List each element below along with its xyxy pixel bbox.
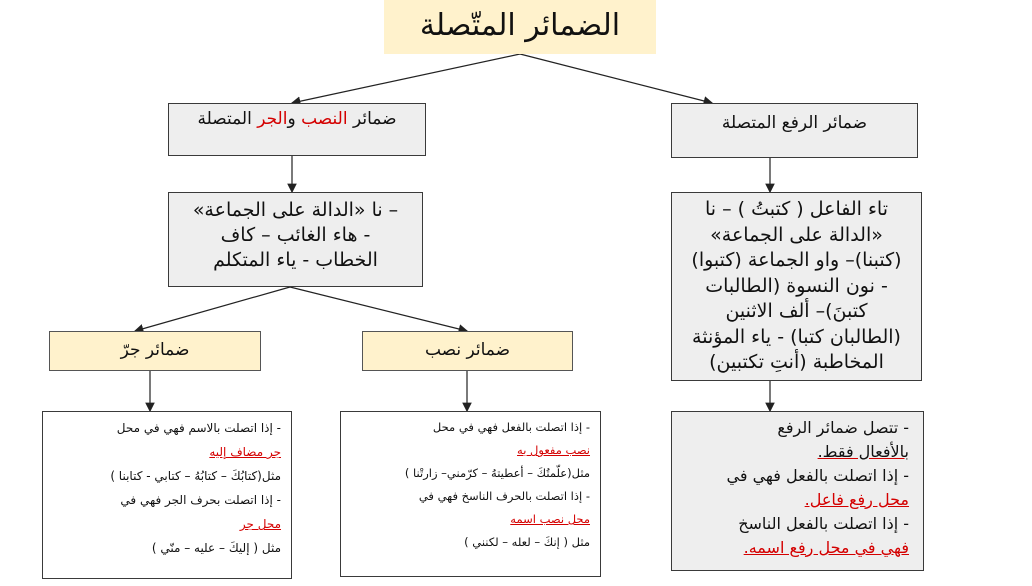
raf-detail-6: فهي في محل رفع اسمه. <box>743 538 909 557</box>
title-box <box>384 0 656 54</box>
nasb-jar-red-2: الجر <box>257 109 288 129</box>
raf-line-4: - نون النسوة (الطالبات <box>705 274 888 297</box>
nasb-detail-3: مثل(علّمتُكَ – أعطيتهُ – كرّمني– زارتْنا ) <box>404 466 590 480</box>
nasb-label: ضمائر نصب <box>424 340 511 360</box>
raf-detail-4: محل رفع فاعل. <box>804 490 909 509</box>
raf-line-3: (كتبنا)– واو الجماعة (كتبوا) <box>691 249 902 271</box>
nasb-detail-box <box>340 411 601 577</box>
nasb-jar-text-1: ضمائر <box>347 109 397 129</box>
nasb-jar-line-3: الخطاب - ياء المتكلم <box>213 249 378 271</box>
nasb-detail-5: محل نصب اسمه <box>510 512 590 526</box>
raf-detail-2: بالأفعال فقط. <box>817 442 909 461</box>
page-title: الضمائر المتّصلة <box>419 8 621 43</box>
nasb-jar-text-3: المتصلة <box>197 109 258 129</box>
arrow-list-to-nasb <box>290 287 467 331</box>
raf-line-6: (الطالبان كتبا) - ياء المؤنثة <box>692 325 901 348</box>
raf-detail-3: - إذا اتصلت بالفعل فهي في <box>726 466 909 485</box>
raf-detail-1: - تتصل ضمائر الرفع <box>777 418 909 437</box>
jar-detail-2: جر مضاف إليه <box>209 445 281 459</box>
raf-box <box>671 103 918 158</box>
jar-detail-3: مثل(كتابُكَ – كتابُهُ – كتابي - كتابنا ) <box>110 469 281 483</box>
jar-detail-box <box>42 411 292 579</box>
nasb-box <box>362 331 573 371</box>
raf-line-5: كتبنَ)– ألف الاثنين <box>725 300 868 322</box>
jar-detail-4: - إذا اتصلت بحرف الجر فهي في <box>120 493 281 507</box>
nasb-jar-text-2: و <box>287 109 302 129</box>
raf-line-7: المخاطبة (أنتِ تكتبين) <box>709 351 884 373</box>
raf-line-2: «الدالة على الجماعة» <box>710 223 883 246</box>
raf-list-box <box>671 192 922 381</box>
jar-detail-1: - إذا اتصلت بالاسم فهي في محل <box>116 421 281 435</box>
jar-detail-5: محل جر <box>239 517 281 531</box>
arrow-title-to-nasb-jar <box>292 54 520 103</box>
jar-detail-6: مثل ( إليكَ – عليه – منّي ) <box>151 541 281 555</box>
raf-label: ضمائر الرفع المتصلة <box>721 113 868 133</box>
nasb-detail-6: مثل ( إنكَ – لعله – لكنني ) <box>464 535 590 549</box>
nasb-detail-1: - إذا اتصلت بالفعل فهي في محل <box>432 420 590 434</box>
arrow-title-to-raf <box>520 54 712 103</box>
nasb-detail-4: - إذا اتصلت بالحرف الناسخ فهي في <box>418 489 590 503</box>
nasb-jar-list-box <box>168 192 423 287</box>
raf-line-1: تاء الفاعل ( كتبتُ ) – نا <box>704 198 888 220</box>
nasb-detail-2: نصب مفعول به <box>517 443 590 457</box>
raf-detail-box <box>671 411 924 571</box>
nasb-jar-line-1: – نا «الدالة على الجماعة» <box>192 199 399 221</box>
jar-label: ضمائر جرّ <box>120 340 190 360</box>
arrow-list-to-jar <box>135 287 290 331</box>
nasb-jar-red-1: النصب <box>301 109 348 129</box>
raf-detail-5: - إذا اتصلت بالفعل الناسخ <box>738 514 909 533</box>
nasb-jar-line-2: - هاء الغائب – كاف <box>220 224 371 246</box>
jar-box <box>49 331 261 371</box>
nasb-jar-box <box>168 103 426 156</box>
